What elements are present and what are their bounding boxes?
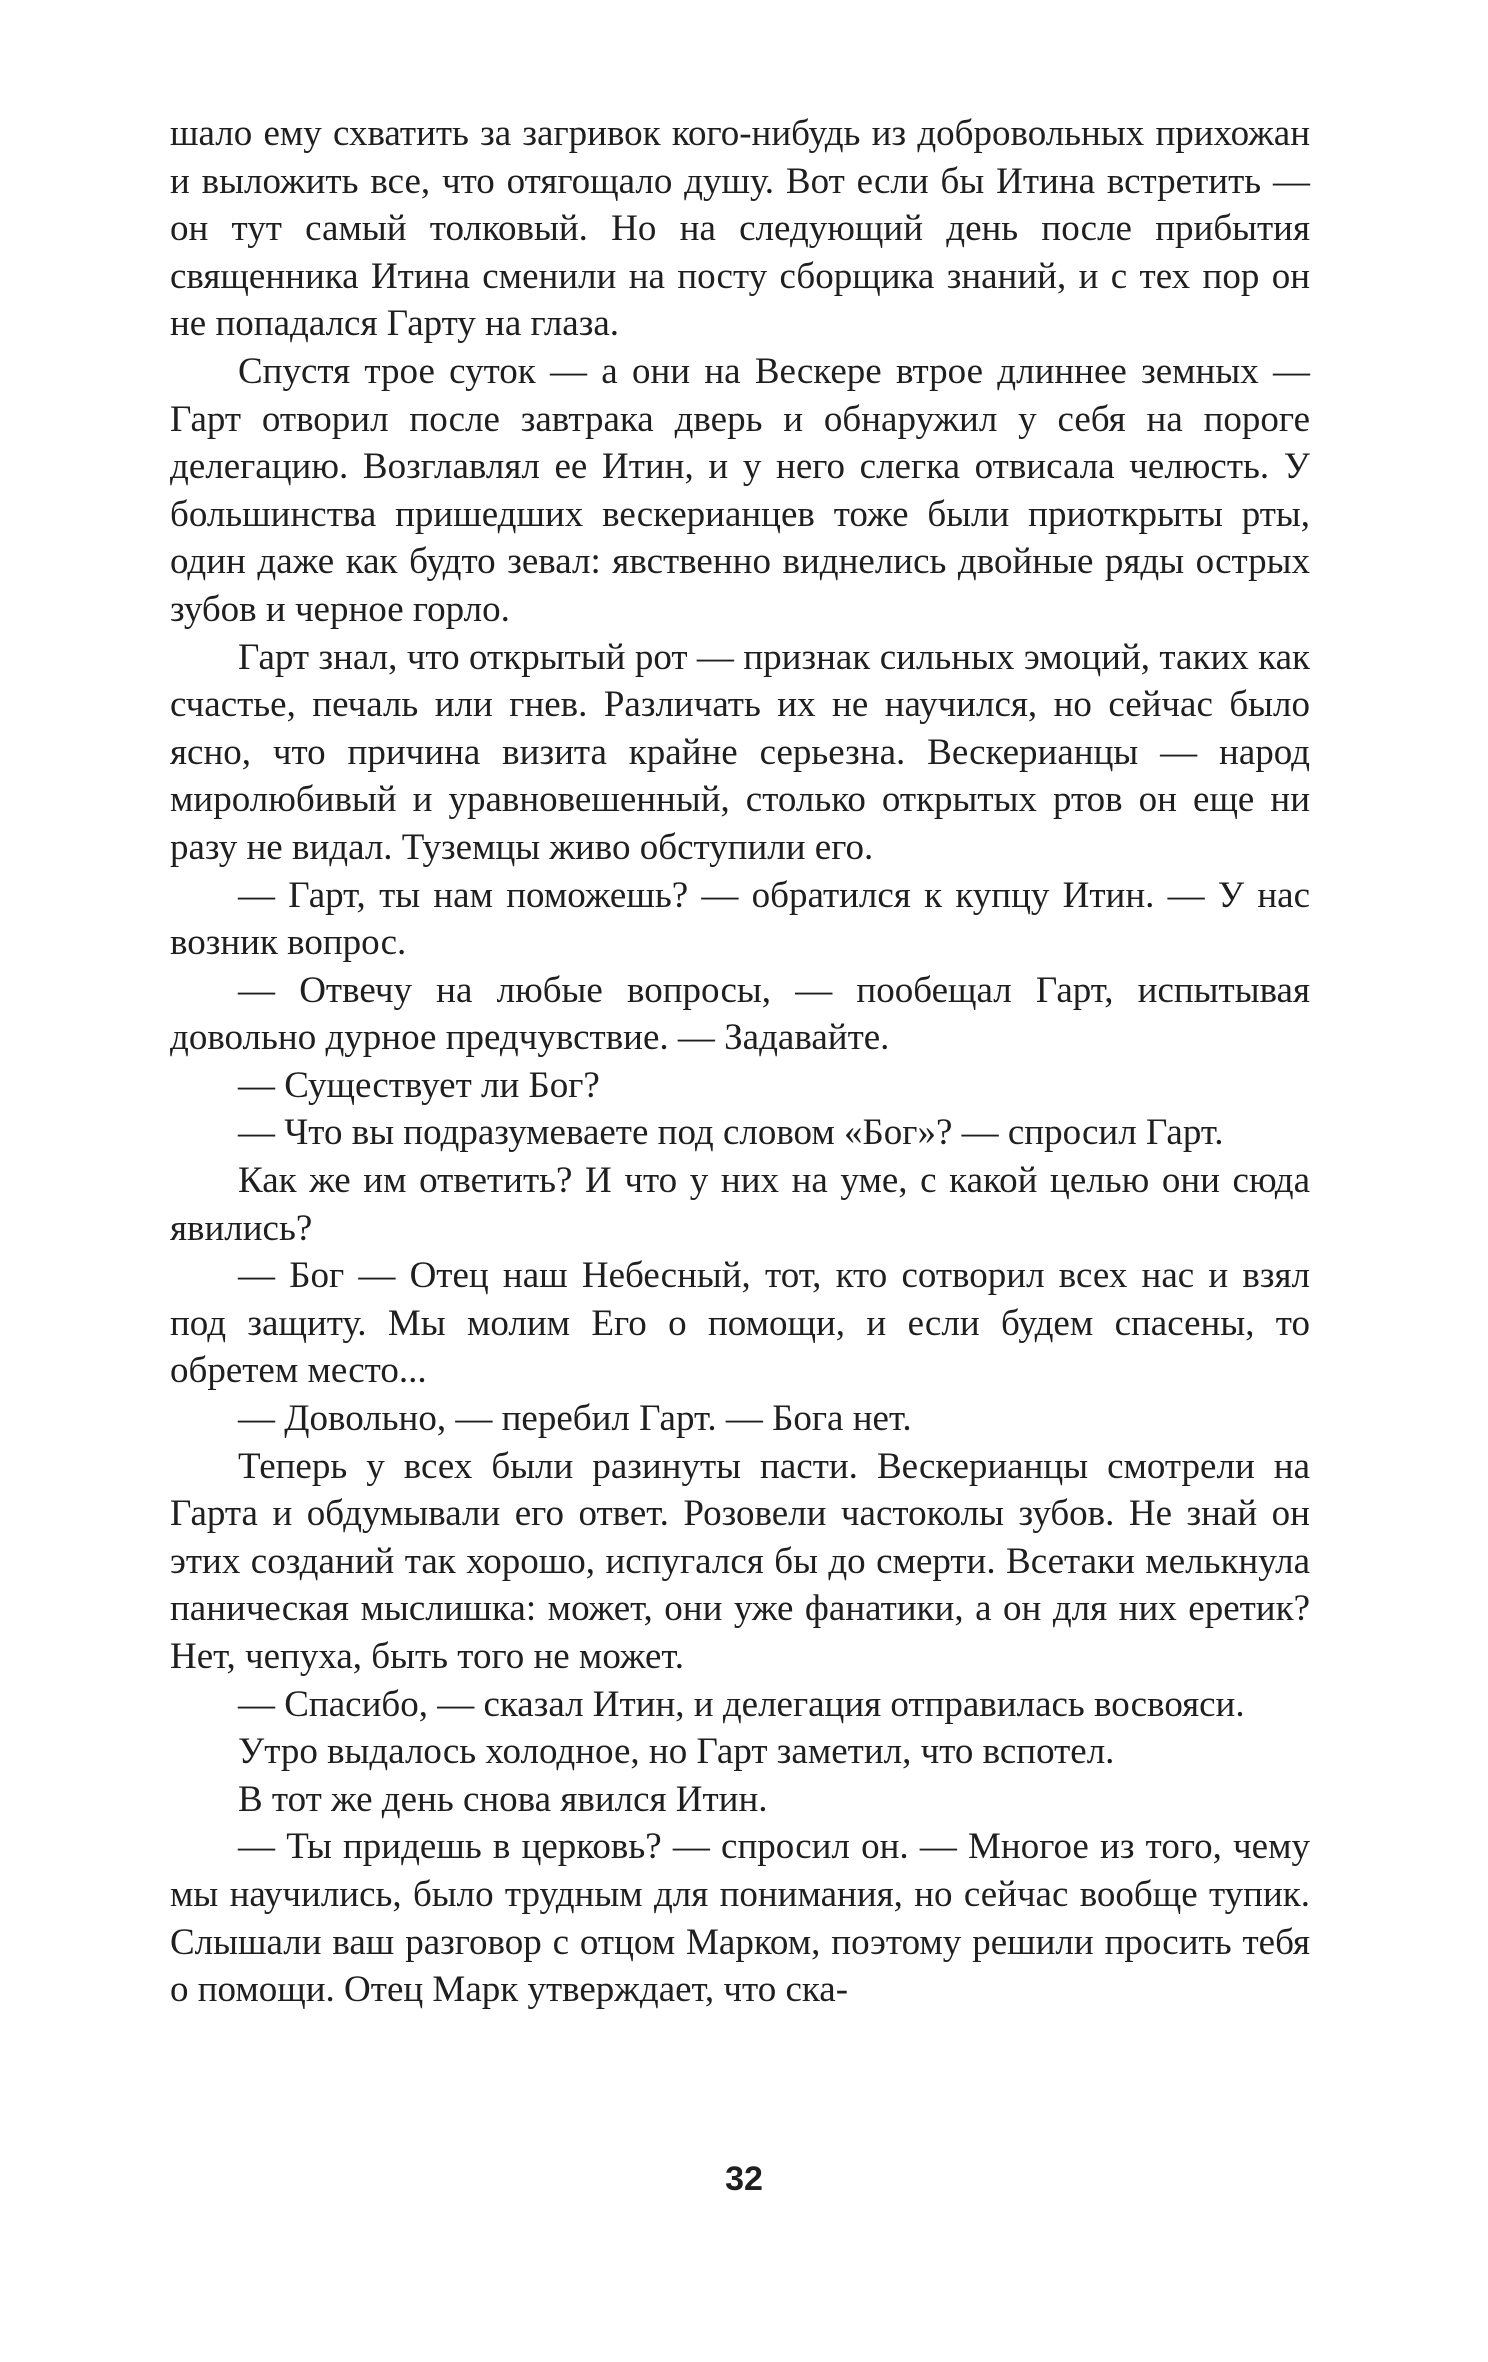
paragraph-10: — Довольно, — перебил Гарт. — Бога нет. [238,1398,912,1440]
paragraph-3: Гарт знал, что открытый рот — признак сильных эмоций, таких как счастье, печаль или гнев. Различать их не научился, но сейчас было ясно, что причина визита крайне серьезна. Вескерианцы — народ миролюбивый и уравновешенный, столько открытых ртов он еще ни разу не видал. Туземцы живо обступили его. [170,636,1310,868]
paragraph-6: — Существует ли Бог? [238,1064,600,1106]
paragraph-9: — Бог — Отец наш Небесный, тот, кто сотворил всех нас и взял под защиту. Мы молим Его о помощи, и если будем спасены, то обретем место... [170,1255,1310,1392]
paragraph-7: — Что вы подразумеваете под словом «Бог»? — спросил Гарт. [238,1112,1224,1154]
paragraph-4: — Гарт, ты нам поможешь? — обратился к купцу Итин. — У нас возник вопрос. [170,874,1310,964]
paragraph-5: — Отвечу на любые вопросы, — пообещал Гарт, испытывая довольно дурное предчувствие. — Задавайте. [170,969,1310,1059]
page-text [170,110,1310,2014]
paragraph-14: В тот же день снова явился Итин. [238,1778,768,1820]
paragraph-1: шало ему схватить за загривок кого-нибудь из добровольных прихожан и выложить все, что отягощало душу. Вот если бы Итина встретить — он тут самый толковый. Но на следующий день после прибытия священника Итина сменили на посту сборщика знаний, и с тех пор он не попадался Гарту на глаза. [170,113,1310,345]
paragraph-15: — Ты придешь в церковь? — спросил он. — Многое из того, чему мы научились, было трудным для понимания, но сейчас вообще тупик. Слышали ваш разговор с отцом Марком, поэтому решили просить тебя о помощи. Отец Марк утверждает, что ска- [170,1826,1310,2011]
paragraph-11: Теперь у всех были разинуты пасти. Вескерианцы смотрели на Гарта и обдумывали его ответ. Розовели частоколы зубов. Не знай он этих созданий так хорошо, испугался бы до смерти. Всетаки мелькнула паническая мыслишка: может, они уже фанатики, а он для них еретик? Нет, чепуха, быть того не может. [170,1445,1310,1677]
page-number: 32 [725,2160,763,2198]
paragraph-12: — Спасибо, — сказал Итин, и делегация отправилась восвояси. [238,1683,1245,1725]
paragraph-2: Спустя трое суток — а они на Вескере втрое длиннее земных — Гарт отворил после завтрака дверь и обнаружил у себя на пороге делегацию. Возглавлял ее Итин, и у него слегка отвисала челюсть. У большинства пришедших вескерианцев тоже были приоткрыты рты, один даже как будто зевал: явственно виднелись двойные ряды острых зубов и черное горло. [170,350,1310,630]
paragraph-13: Утро выдалось холодное, но Гарт заметил, что вспотел. [238,1731,1115,1773]
paragraph-8: Как же им ответить? И что у них на уме, с какой целью они сюда явились? [170,1160,1310,1249]
